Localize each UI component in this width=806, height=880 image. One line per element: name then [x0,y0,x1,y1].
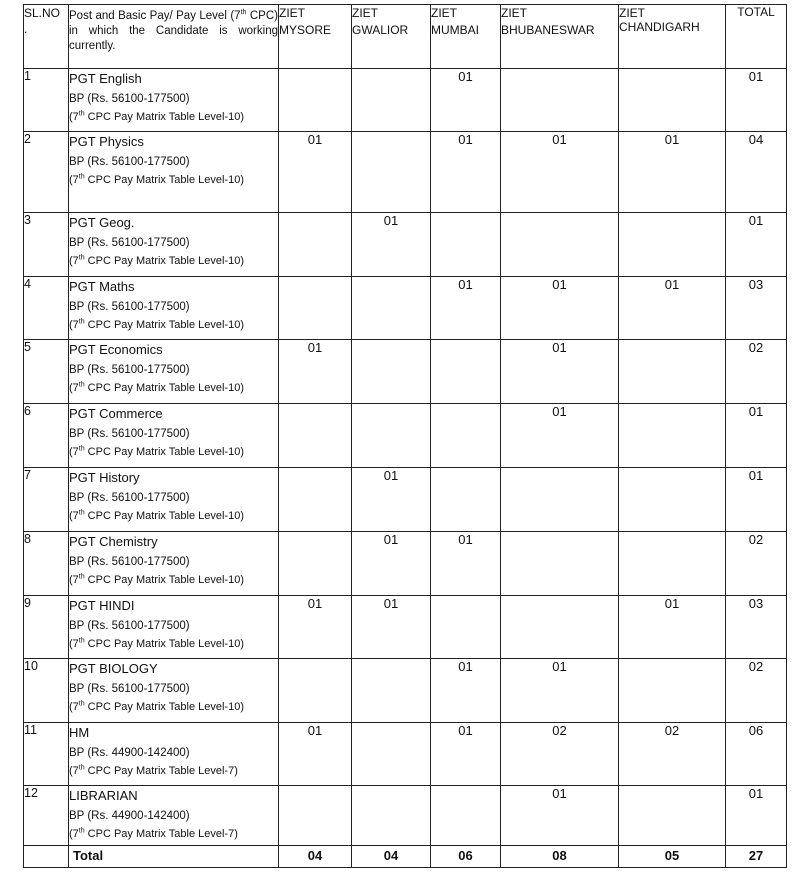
post-name: PGT Physics [69,134,144,149]
vacancy-mysore: 01 [279,723,352,786]
post-name: HM [69,725,90,740]
col-header-ziet-mumbai: ZIET MUMBAI [431,5,501,69]
post-basic-pay: BP (Rs. 56100-177500) [69,156,190,168]
vacancy-mysore [279,69,352,132]
post-basic-pay: BP (Rs. 56100-177500) [69,556,190,568]
vacancy-gwalior [352,659,431,723]
col-header-ziet-gwalior: ZIET GWALIOR [352,5,431,69]
total-label: Total [69,846,279,868]
vacancy-bhubaneswar: 01 [501,786,619,846]
table-row [24,132,787,213]
row-total: 01 [726,69,787,132]
vacancy-bhubaneswar [501,213,619,277]
row-sl-no: 2 [24,132,69,213]
vacancy-mumbai [431,340,501,404]
vacancy-mysore [279,786,352,846]
vacancy-bhubaneswar: 01 [501,404,619,468]
vacancy-mumbai [431,404,501,468]
vacancy-bhubaneswar: 01 [501,659,619,723]
vacancy-mumbai [431,213,501,277]
post-pay-level: (7th CPC Pay Matrix Table Level-10) [69,110,244,123]
row-total: 03 [726,277,787,340]
table-row [24,786,787,846]
post-name: PGT Chemistry [69,534,158,549]
row-total: 01 [726,404,787,468]
col-header-total: TOTAL [726,5,787,69]
post-pay-level: (7th CPC Pay Matrix Table Level-10) [69,254,244,267]
table-row [24,723,787,786]
row-post-cell [69,69,279,132]
post-name: PGT Geog. [69,215,135,230]
row-sl-no: 7 [24,468,69,532]
vacancy-chandigarh [619,404,726,468]
col-header-sl-no: SL.NO . [24,5,69,69]
row-sl-no: 8 [24,532,69,596]
vacancy-gwalior: 01 [352,532,431,596]
vacancy-mumbai: 01 [431,659,501,723]
post-pay-level: (7th CPC Pay Matrix Table Level-7) [69,764,238,777]
post-pay-level: (7th CPC Pay Matrix Table Level-10) [69,637,244,650]
vacancy-mumbai: 01 [431,132,501,213]
post-name: PGT English [69,71,142,86]
vacancy-gwalior [352,404,431,468]
row-total: 03 [726,596,787,659]
vacancy-chandigarh: 01 [619,596,726,659]
vacancy-chandigarh: 02 [619,723,726,786]
vacancy-bhubaneswar [501,532,619,596]
vacancy-bhubaneswar: 02 [501,723,619,786]
post-pay-level: (7th CPC Pay Matrix Table Level-10) [69,381,244,394]
table-row [24,340,787,404]
vacancy-table [23,4,787,868]
vacancy-mumbai: 01 [431,723,501,786]
vacancy-gwalior [352,723,431,786]
post-basic-pay: BP (Rs. 56100-177500) [69,428,190,440]
row-post-cell [69,468,279,532]
vacancy-mysore [279,659,352,723]
row-total: 02 [726,340,787,404]
vacancy-bhubaneswar: 01 [501,340,619,404]
post-pay-level: (7th CPC Pay Matrix Table Level-10) [69,509,244,522]
post-basic-pay: BP (Rs. 56100-177500) [69,93,190,105]
row-post-cell [69,532,279,596]
total-gwalior: 04 [352,846,431,868]
vacancy-gwalior [352,277,431,340]
vacancy-gwalior: 01 [352,596,431,659]
vacancy-mysore [279,404,352,468]
vacancy-chandigarh [619,340,726,404]
row-total: 04 [726,132,787,213]
vacancy-chandigarh: 01 [619,277,726,340]
vacancy-mumbai: 01 [431,532,501,596]
vacancy-gwalior [352,786,431,846]
vacancy-gwalior [352,340,431,404]
total-row [24,846,787,868]
vacancy-chandigarh [619,786,726,846]
vacancy-mumbai [431,596,501,659]
row-sl-no: 4 [24,277,69,340]
vacancy-gwalior [352,69,431,132]
vacancy-gwalior: 01 [352,468,431,532]
post-pay-level: (7th CPC Pay Matrix Table Level-10) [69,573,244,586]
vacancy-bhubaneswar [501,468,619,532]
header-row [24,5,787,69]
table-row [24,532,787,596]
col-header-ziet-bhubaneswar: ZIET BHUBANESWAR [501,5,619,69]
table-row [24,468,787,532]
vacancy-gwalior [352,132,431,213]
post-pay-level: (7th CPC Pay Matrix Table Level-7) [69,827,238,840]
row-post-cell [69,340,279,404]
post-basic-pay: BP (Rs. 56100-177500) [69,683,190,695]
col-header-ziet-chandigarh: ZIET CHANDIGARH [619,5,726,69]
total-row-sl [24,846,69,868]
table-row [24,596,787,659]
post-pay-level: (7th CPC Pay Matrix Table Level-10) [69,445,244,458]
post-pay-level: (7th CPC Pay Matrix Table Level-10) [69,173,244,186]
row-sl-no: 10 [24,659,69,723]
table-row [24,659,787,723]
post-basic-pay: BP (Rs. 56100-177500) [69,301,190,313]
row-sl-no: 1 [24,69,69,132]
vacancy-mysore [279,277,352,340]
table-row [24,404,787,468]
vacancy-chandigarh [619,69,726,132]
total-mysore: 04 [279,846,352,868]
row-sl-no: 6 [24,404,69,468]
row-sl-no: 11 [24,723,69,786]
post-name: LIBRARIAN [69,788,138,803]
row-total: 06 [726,723,787,786]
vacancy-chandigarh [619,468,726,532]
row-sl-no: 9 [24,596,69,659]
post-name: PGT Maths [69,279,135,294]
vacancy-mumbai [431,468,501,532]
row-post-cell [69,659,279,723]
row-sl-no: 3 [24,213,69,277]
row-post-cell [69,213,279,277]
grand-total: 27 [726,846,787,868]
vacancy-mumbai: 01 [431,69,501,132]
vacancy-bhubaneswar [501,596,619,659]
table-row [24,213,787,277]
post-pay-level: (7th CPC Pay Matrix Table Level-10) [69,318,244,331]
row-post-cell [69,596,279,659]
post-basic-pay: BP (Rs. 56100-177500) [69,492,190,504]
vacancy-mysore: 01 [279,340,352,404]
vacancy-mumbai: 01 [431,277,501,340]
row-post-cell [69,404,279,468]
post-name: PGT Commerce [69,406,163,421]
vacancy-chandigarh [619,213,726,277]
total-mumbai: 06 [431,846,501,868]
row-post-cell [69,723,279,786]
col-header-ziet-mysore: ZIET MYSORE [279,5,352,69]
row-sl-no: 12 [24,786,69,846]
row-sl-no: 5 [24,340,69,404]
row-total: 01 [726,786,787,846]
vacancy-chandigarh: 01 [619,132,726,213]
table-row [24,277,787,340]
row-post-cell [69,132,279,213]
post-basic-pay: BP (Rs. 44900-142400) [69,747,190,759]
vacancy-mysore [279,532,352,596]
vacancy-mysore: 01 [279,132,352,213]
vacancy-bhubaneswar [501,69,619,132]
vacancy-gwalior: 01 [352,213,431,277]
post-name: PGT BIOLOGY [69,661,158,676]
post-basic-pay: BP (Rs. 44900-142400) [69,810,190,822]
vacancy-mysore [279,213,352,277]
vacancy-bhubaneswar: 01 [501,277,619,340]
row-total: 02 [726,532,787,596]
post-name: PGT Economics [69,342,163,357]
post-basic-pay: BP (Rs. 56100-177500) [69,620,190,632]
vacancy-chandigarh [619,659,726,723]
row-total: 01 [726,213,787,277]
post-name: PGT HINDI [69,598,135,613]
vacancy-bhubaneswar: 01 [501,132,619,213]
table-row [24,69,787,132]
vacancy-chandigarh [619,532,726,596]
row-post-cell [69,277,279,340]
post-name: PGT History [69,470,140,485]
post-pay-level: (7th CPC Pay Matrix Table Level-10) [69,700,244,713]
post-basic-pay: BP (Rs. 56100-177500) [69,237,190,249]
vacancy-mumbai [431,786,501,846]
row-total: 01 [726,468,787,532]
vacancy-mysore: 01 [279,596,352,659]
col-header-post: Post and Basic Pay/ Pay Level (7th CPC) in which the Candidate is working currently. [69,5,279,69]
row-post-cell [69,786,279,846]
total-bhubaneswar: 08 [501,846,619,868]
vacancy-mysore [279,468,352,532]
total-chandigarh: 05 [619,846,726,868]
row-total: 02 [726,659,787,723]
post-basic-pay: BP (Rs. 56100-177500) [69,364,190,376]
